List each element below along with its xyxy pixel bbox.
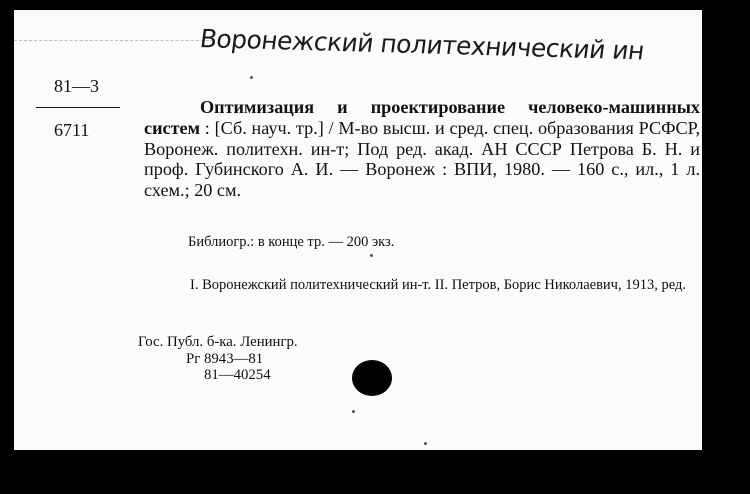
tracings <box>144 276 700 294</box>
holding-number-1: Рг 8943—81 <box>186 350 264 367</box>
handwritten-note: Воронежский политехнический ин <box>198 24 646 66</box>
holding-number-2: 81—40254 <box>204 367 271 383</box>
speck <box>352 410 355 413</box>
shelf-mark-top: 81—3 <box>54 76 99 96</box>
holding-library: Гос. Публ. б-ка. Ленингр. <box>138 334 298 350</box>
scratch-line <box>14 40 214 41</box>
catalog-card <box>14 10 702 450</box>
bibliographic-entry <box>144 97 700 201</box>
shelf-mark-bottom: 6711 <box>54 120 90 140</box>
bibliography-note: Библиогр.: в конце тр. — 200 экз. <box>188 234 395 250</box>
speck <box>424 442 427 445</box>
entry-title: Оптимизация и проектирование человеко-машинных систем <box>144 97 700 138</box>
punch-hole <box>352 360 392 396</box>
holding-info <box>138 334 298 384</box>
shelf-mark-divider <box>36 107 120 108</box>
speck <box>370 254 373 257</box>
tracings-text: I. Воронежский политехнический ин-т. II. Петров, Борис Николаевич, 1913, ред. <box>190 277 686 293</box>
entry-description: : [Сб. науч. тр.] / М-во высш. и сред. спец. образования РСФСР, Воронеж. политехн. ин-т; Под ред. акад. АН СССР Петрова Б. Н. и проф. Губинского А. И. — Воронеж : ВПИ, 1980. — 160 с., ил., 1 л. схем.; 20 см. <box>144 117 700 201</box>
speck <box>250 76 253 79</box>
